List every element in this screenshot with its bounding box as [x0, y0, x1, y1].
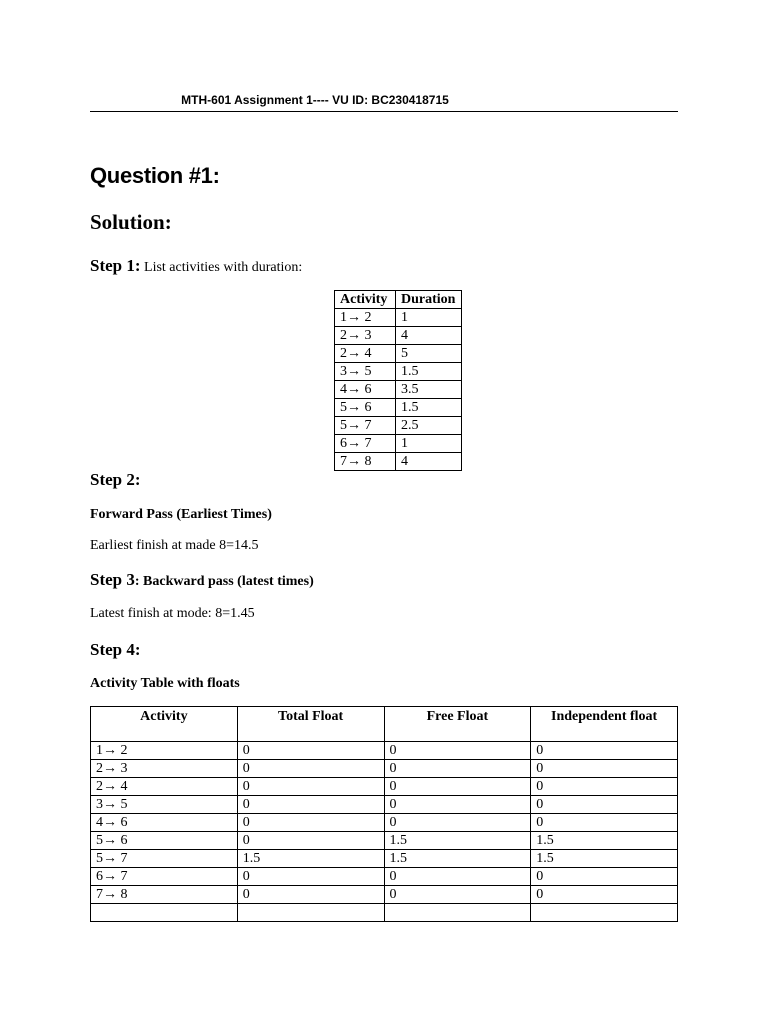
- independent-float-cell: 0: [531, 868, 678, 886]
- total-float-cell: 0: [237, 796, 384, 814]
- step-4: [90, 640, 141, 660]
- step-2-label: Step 2:: [90, 470, 141, 489]
- float-table-row: [91, 904, 678, 922]
- activity-cell: 2→ 3: [335, 327, 396, 345]
- independent-float-cell: 0: [531, 742, 678, 760]
- duration-cell: 1.5: [396, 399, 462, 417]
- float-table-heading: Activity Table with floats: [90, 676, 240, 691]
- total-float-cell: 0: [237, 814, 384, 832]
- free-float-cell: 0: [384, 814, 531, 832]
- duration-cell: 1.5: [396, 363, 462, 381]
- activity-cell: 2→ 4: [335, 345, 396, 363]
- free-float-cell: [384, 904, 531, 922]
- independent-float-cell: 1.5: [531, 832, 678, 850]
- total-float-cell: 0: [237, 760, 384, 778]
- total-float-cell: [237, 904, 384, 922]
- duration-cell: 2.5: [396, 417, 462, 435]
- total-float-cell: 1.5: [237, 850, 384, 868]
- step-1-label: Step 1:: [90, 256, 141, 275]
- activity-cell: 2→ 4: [91, 778, 238, 796]
- float-table-row: [91, 868, 678, 886]
- duration-cell: 5: [396, 345, 462, 363]
- total-float-cell: 0: [237, 886, 384, 904]
- forward-pass-heading: Forward Pass (Earliest Times): [90, 507, 272, 522]
- independent-float-cell: [531, 904, 678, 922]
- float-table-header-activity: Activity: [91, 707, 238, 742]
- float-table-row: [91, 778, 678, 796]
- activity-cell: 1→ 2: [91, 742, 238, 760]
- float-table-row: [91, 814, 678, 832]
- step-2: [90, 470, 141, 490]
- activity-cell: 2→ 3: [91, 760, 238, 778]
- total-float-cell: 0: [237, 832, 384, 850]
- float-table-row: [91, 832, 678, 850]
- activity-cell: 6→ 7: [335, 435, 396, 453]
- activity-cell: 7→ 8: [91, 886, 238, 904]
- activity-cell: 5→ 6: [335, 399, 396, 417]
- duration-cell: 4: [396, 453, 462, 471]
- activity-cell: 1→ 2: [335, 309, 396, 327]
- independent-float-cell: 0: [531, 778, 678, 796]
- independent-float-cell: 0: [531, 760, 678, 778]
- free-float-cell: 1.5: [384, 850, 531, 868]
- float-table-header-total-float: Total Float: [237, 707, 384, 742]
- duration-table-row: [335, 435, 462, 453]
- float-table-row: [91, 742, 678, 760]
- activity-cell: 7→ 8: [335, 453, 396, 471]
- float-table-row: [91, 886, 678, 904]
- free-float-cell: 0: [384, 760, 531, 778]
- duration-table-row: [335, 363, 462, 381]
- independent-float-cell: 0: [531, 886, 678, 904]
- duration-cell: 4: [396, 327, 462, 345]
- step-3-label: Step 3: [90, 570, 135, 589]
- free-float-cell: 0: [384, 886, 531, 904]
- float-table: [90, 706, 678, 922]
- activity-cell: 3→ 5: [91, 796, 238, 814]
- step-1-text: List activities with duration:: [144, 260, 303, 275]
- free-float-cell: 0: [384, 778, 531, 796]
- total-float-cell: 0: [237, 742, 384, 760]
- duration-table-row: [335, 309, 462, 327]
- total-float-cell: 0: [237, 868, 384, 886]
- float-table-row: [91, 850, 678, 868]
- independent-float-cell: 1.5: [531, 850, 678, 868]
- step-1: [90, 256, 302, 276]
- activity-cell: 5→ 7: [91, 850, 238, 868]
- duration-table-body: [335, 309, 462, 471]
- float-table-row: [91, 796, 678, 814]
- activity-cell: 4→ 6: [91, 814, 238, 832]
- free-float-cell: 1.5: [384, 832, 531, 850]
- question-title: Question #1:: [90, 163, 220, 188]
- independent-float-cell: 0: [531, 814, 678, 832]
- duration-table-header-duration: Duration: [396, 291, 462, 309]
- duration-table-row: [335, 417, 462, 435]
- page-header: [90, 93, 678, 111]
- duration-table-row: [335, 381, 462, 399]
- step-3: [90, 570, 314, 590]
- step-3-text: : Backward pass (latest times): [134, 574, 314, 589]
- backward-pass-result: Latest finish at mode: 8=1.45: [90, 606, 255, 621]
- float-table-header-row: [91, 707, 678, 742]
- duration-table-row: [335, 399, 462, 417]
- float-table-row: [91, 760, 678, 778]
- header-text: MTH-601 Assignment 1---- VU ID: BC230418715: [181, 93, 449, 107]
- duration-cell: 1: [396, 435, 462, 453]
- duration-table-header-row: [335, 291, 462, 309]
- activity-cell: 5→ 7: [335, 417, 396, 435]
- duration-table-row: [335, 453, 462, 471]
- independent-float-cell: 0: [531, 796, 678, 814]
- activity-cell: 6→ 7: [91, 868, 238, 886]
- free-float-cell: 0: [384, 742, 531, 760]
- float-table-header-free-float: Free Float: [384, 707, 531, 742]
- duration-cell: 3.5: [396, 381, 462, 399]
- header-rule: [90, 111, 678, 112]
- activity-cell: 5→ 6: [91, 832, 238, 850]
- activity-cell: [91, 904, 238, 922]
- activity-cell: 4→ 6: [335, 381, 396, 399]
- step-4-label: Step 4:: [90, 640, 141, 659]
- free-float-cell: 0: [384, 868, 531, 886]
- free-float-cell: 0: [384, 796, 531, 814]
- activity-cell: 3→ 5: [335, 363, 396, 381]
- duration-table: [334, 290, 462, 471]
- duration-table-row: [335, 345, 462, 363]
- float-table-body: [91, 742, 678, 922]
- duration-table-row: [335, 327, 462, 345]
- duration-cell: 1: [396, 309, 462, 327]
- forward-pass-result: Earliest finish at made 8=14.5: [90, 538, 259, 553]
- duration-table-header-activity: Activity: [335, 291, 396, 309]
- solution-title: Solution:: [90, 210, 172, 234]
- total-float-cell: 0: [237, 778, 384, 796]
- float-table-header-independent-float: Independent float: [531, 707, 678, 742]
